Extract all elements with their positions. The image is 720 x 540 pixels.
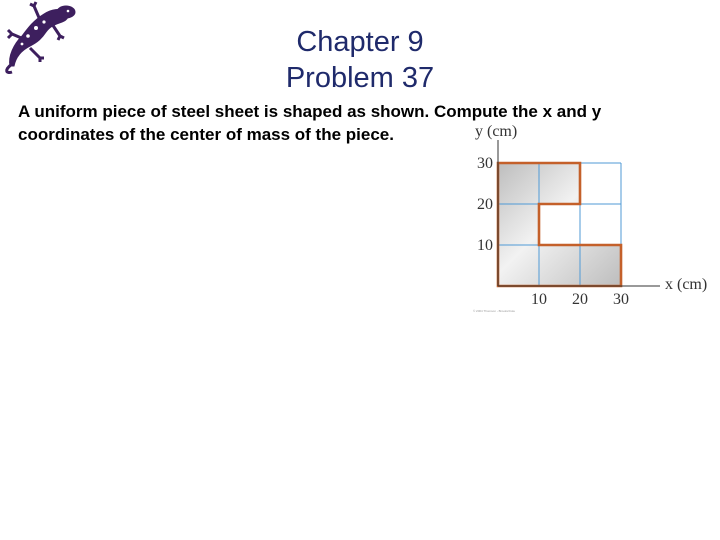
y-tick-label: 30 <box>477 155 493 172</box>
steel-sheet-figure <box>455 118 720 318</box>
x-tick-label: 20 <box>572 291 588 308</box>
x-tick-label: 10 <box>531 291 547 308</box>
steel-sheet-fill <box>498 163 621 286</box>
figure-credit: © 2004 Thomson - Brooks/Cole <box>473 309 516 313</box>
y-axis-label: y (cm) <box>475 123 518 140</box>
title-chapter: Chapter 9 <box>296 26 424 58</box>
lizard-logo-icon <box>0 0 80 76</box>
slide-title <box>230 24 490 96</box>
problem-line-1: A uniform piece of steel sheet is shaped as shown. Compute the x and y <box>18 102 602 121</box>
x-axis-label: x (cm) <box>665 276 708 293</box>
x-tick-label: 30 <box>613 291 629 308</box>
problem-line-2: coordinates of the center of mass of the piece. <box>18 125 394 144</box>
title-problem: Problem 37 <box>285 62 435 94</box>
y-tick-label: 20 <box>477 196 493 213</box>
y-tick-label: 10 <box>477 237 493 254</box>
